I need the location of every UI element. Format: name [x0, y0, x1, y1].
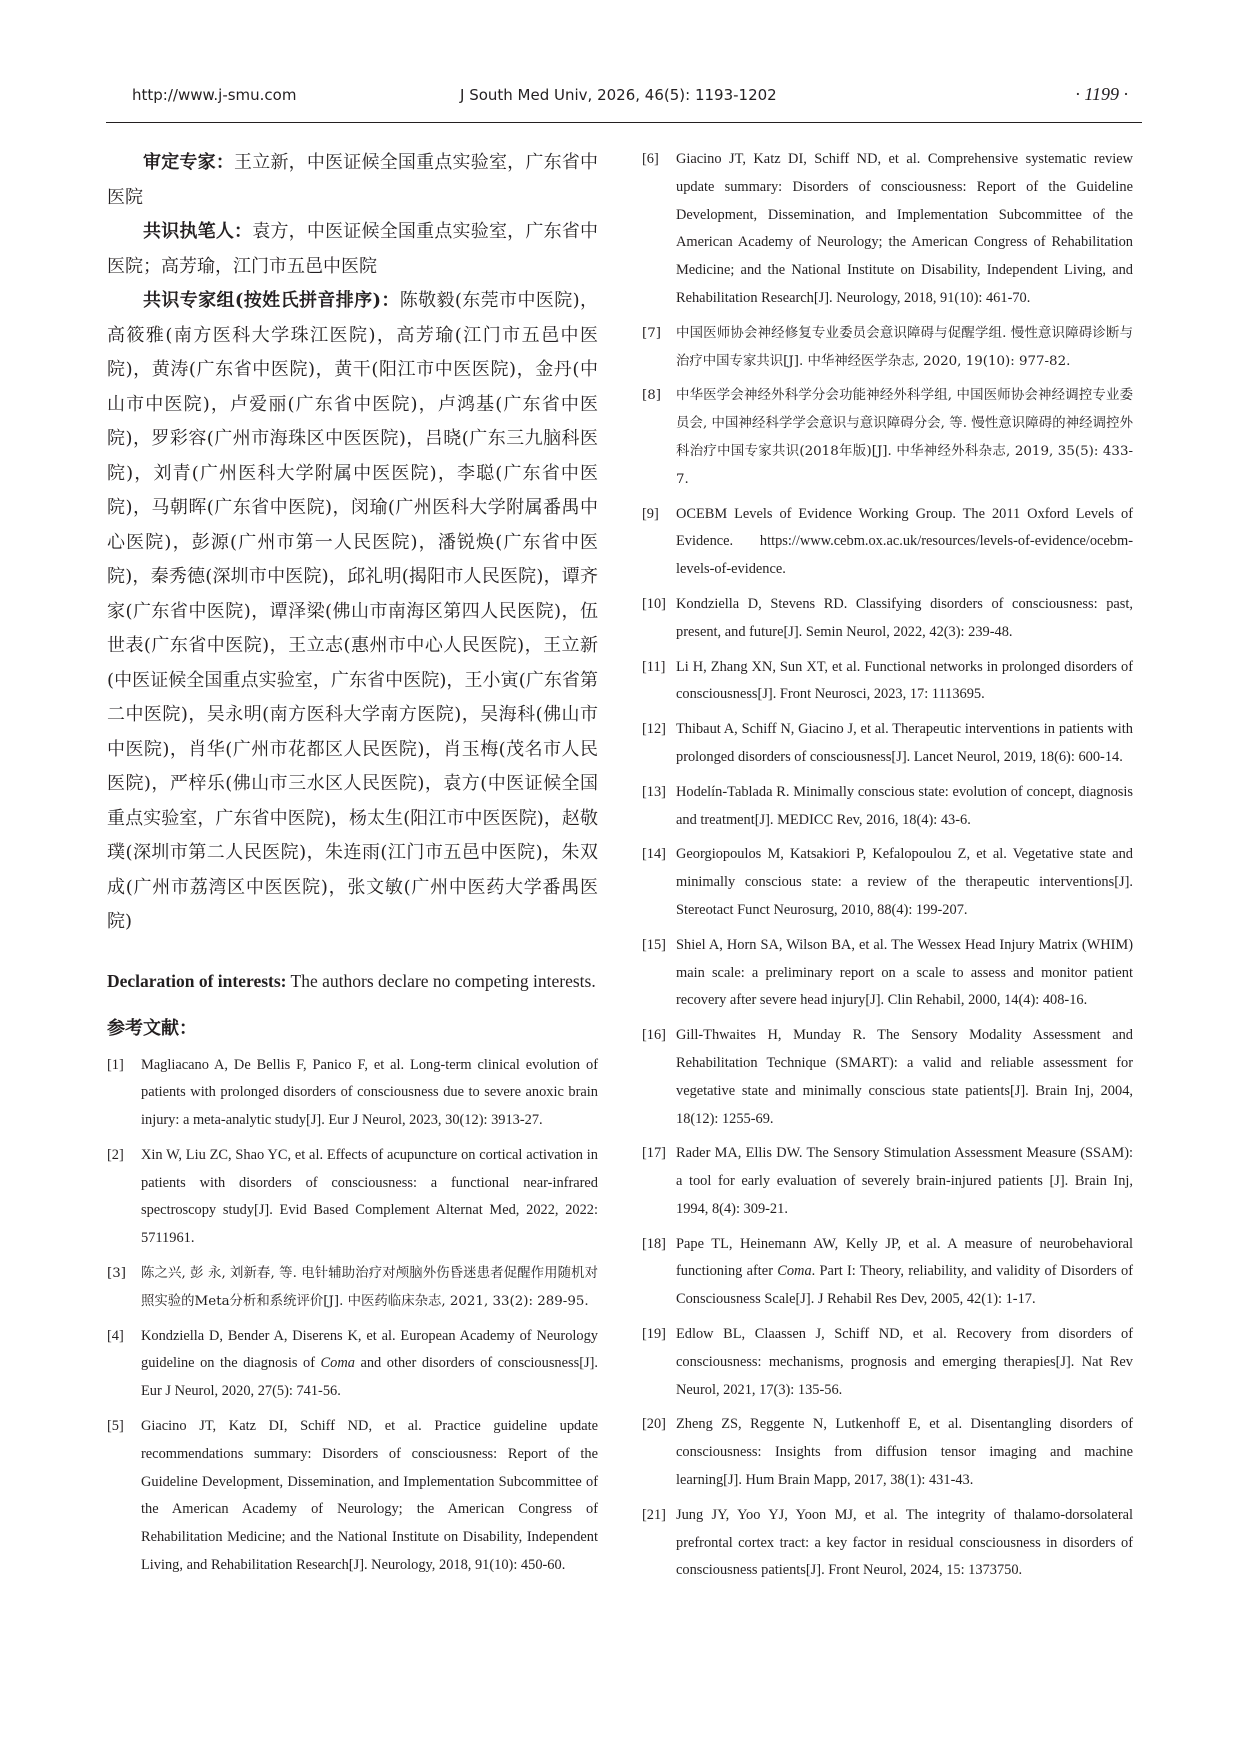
reference-item: [642, 841, 1133, 924]
reference-item: [107, 1260, 598, 1316]
reference-number: [14]: [642, 846, 666, 863]
reference-text: Rader MA, Ellis DW. The Sensory Stimulation Assessment Measure (SSAM): a tool for early evaluation of severely brain-injured patients [J]. Brain Inj, 1994, 8(4): 309-21.: [676, 1145, 1133, 1217]
declaration-label: Declaration of interests:: [107, 970, 287, 991]
reference-item: [642, 320, 1133, 376]
reference-text: . Part I: Theory, reliability, and validity of Disorders of Consciousness Scale[J]. J Rehabil Res Dev, 2005, 42(1): 1-17.: [676, 1263, 1133, 1308]
reference-text: 中国医师协会神经修复专业委员会意识障碍与促醒学组. 慢性意识障碍诊断与治疗中国专家共识[J]. 中华神经医学杂志, 2020, 19(10): 977-82.: [676, 325, 1133, 369]
reference-number: [2]: [107, 1146, 124, 1163]
reference-text: Thibaut A, Schiff N, Giacino J, et al. Therapeutic interventions in patients with prolonged disorders of consciousness[J]. Lancet Neurol, 2019, 18(6): 600-14.: [676, 721, 1133, 765]
reference-number: [12]: [642, 721, 666, 738]
reference-text: Kondziella D, Bender A, Diserens K, et al. European Academy of Neurology guideline on the diagnosis of: [141, 1327, 598, 1372]
reference-item: [642, 1321, 1133, 1404]
reference-item: [107, 1052, 598, 1135]
reference-number: [19]: [642, 1326, 666, 1343]
reference-text: and other disorders of consciousness[J]. Eur J Neurol, 2020, 27(5): 741-56.: [141, 1355, 598, 1400]
reference-number: [10]: [642, 595, 666, 612]
right-column: [642, 146, 1133, 1592]
page-number: · 1199 ·: [1075, 84, 1128, 104]
reference-item: [642, 1022, 1133, 1133]
reference-item: [642, 654, 1133, 710]
reference-text: Georgiopoulos M, Katsakiori P, Kefalopoulou Z, et al. Vegetative state and minimally conscious state: a review of the therapeutic interventions[J]. Stereotact Funct Neurosurg, 2010, 88(4): 199-207.: [676, 846, 1133, 918]
reference-italic-term: Coma: [320, 1355, 355, 1372]
reference-item: [642, 382, 1133, 493]
reference-text: Zheng ZS, Reggente N, Lutkenhoff E, et al. Disentangling disorders of consciousness: Insights from diffusion tensor imaging and machine learning[J]. Hum Brain Mapp, 2017, 38(1): 431-43.: [676, 1416, 1133, 1489]
reference-item: [642, 1231, 1133, 1314]
reference-item: [642, 779, 1133, 835]
page-header: [106, 82, 1142, 122]
reference-item: [642, 591, 1133, 647]
reference-text: Giacino JT, Katz DI, Schiff ND, et al. Comprehensive systematic review update summary: Disorders of consciousness: Report of the Guideline Development, Dissemination, and Implementation Subcommittee of the American Academy of Neurology; the American Congress of Rehabilitation Medicine; and the National Institute on Disability, Independent Living, and Rehabilitation Research[J]. Neurology, 2018, 91(10): 461-70.: [676, 151, 1133, 306]
reference-text: Jung JY, Yoo YJ, Yoon MJ, et al. The integrity of thalamo-dorsolateral prefrontal cortex tract: a key factor in residual consciousness in disorders of consciousness patients[J]. Front Neurol, 2024, 15: 1373750.: [676, 1506, 1133, 1579]
reference-text: Giacino JT, Katz DI, Schiff ND, et al. Practice guideline update recommendations summary: Disorders of consciousness: Report of the Guideline Development, Dissemination, and Implementation Subcommittee of the American Academy of Neurology; the American Congress of Rehabilitation Medicine; and the National Institute on Disability, Independent Living, and Rehabilitation Research[J]. Neurology, 2018, 91(10): 450-60.: [141, 1418, 598, 1574]
reference-text: Hodelín-Tablada R. Minimally conscious state: evolution of concept, diagnosis and treatment[J]. MEDICC Rev, 2016, 18(4): 43-6.: [676, 783, 1133, 828]
reference-text: 陈之兴, 彭 永, 刘新春, 等. 电针辅助治疗对颅脑外伤昏迷患者促醒作用随机对照实验的Meta分析和系统评价[J]. 中医药临床杂志, 2021, 33(2): 289-95.: [141, 1266, 598, 1309]
reference-number: [5]: [107, 1418, 124, 1435]
reference-text: 中华医学会神经外科学分会功能神经外科学组, 中国医师协会神经调控专业委员会, 中国神经科学学会意识与意识障碍分会, 等. 慢性意识障碍的神经调控外科治疗中国专家共识(2018年版)[J]. 中华神经外科杂志, 2019, 35(5): 433-7.: [676, 388, 1133, 487]
reviewer-label: 审定专家：: [143, 152, 235, 173]
reference-item: [642, 1140, 1133, 1223]
reference-text: Pape TL, Heinemann AW, Kelly JP, et al. A measure of neurobehavioral functioning after: [676, 1235, 1133, 1280]
reference-item: [642, 146, 1133, 313]
reference-item: [642, 501, 1133, 584]
reference-text: Kondziella D, Stevens RD. Classifying disorders of consciousness: past, present, and future[J]. Semin Neurol, 2022, 42(3): 239-48.: [676, 595, 1133, 640]
reference-number: [16]: [642, 1027, 666, 1044]
expert-group-label: 共识专家组(按姓氏拼音排序)：: [143, 290, 400, 311]
reference-number: [15]: [642, 936, 666, 953]
reference-number: [8]: [642, 388, 661, 404]
journal-citation: J South Med Univ, 2026, 46(5): 1193-1202: [460, 86, 777, 104]
reference-number: [3]: [107, 1266, 126, 1282]
reference-text: Shiel A, Horn SA, Wilson BA, et al. The Wessex Head Injury Matrix (WHIM) main scale: a preliminary report on a scale to assess and monitor patient recovery after severe head injury[J]. Clin Rehabil, 2000, 14(4): 408-16.: [676, 936, 1133, 1009]
expert-group-paragraph: [107, 284, 598, 940]
reference-text: Gill-Thwaites H, Munday R. The Sensory Modality Assessment and Rehabilitation Technique (SMART): a valid and reliable assessment for vegetative state and minimally conscious state patients[J]. Brain Inj, 2004, 18(12): 1255-69.: [676, 1027, 1133, 1127]
reference-italic-term: Coma: [777, 1263, 812, 1280]
reference-text: OCEBM Levels of Evidence Working Group. The 2011 Oxford Levels of Evidence. https://www.cebm.ox.ac.uk/resources/levels-of-evidence/ocebm-levels-of-evidence.: [676, 505, 1133, 578]
reference-item: [642, 716, 1133, 772]
reference-number: [7]: [642, 325, 661, 341]
reference-number: [9]: [642, 505, 659, 522]
writer-text: 袁方，中医证候全国重点实验室，广东省中医院；高芳瑜，江门市五邑中医院: [107, 221, 598, 277]
reference-number: [20]: [642, 1416, 666, 1433]
reference-text: Li H, Zhang XN, Sun XT, et al. Functional networks in prolonged disorders of consciousness[J]. Front Neurosci, 2023, 17: 1113695.: [676, 658, 1133, 703]
reference-number: [18]: [642, 1235, 666, 1252]
reference-item: [107, 1323, 598, 1406]
header-rule: [106, 122, 1142, 123]
reference-text: Magliacano A, De Bellis F, Panico F, et al. Long-term clinical evolution of patients with prolonged disorders of consciousness due to severe anoxic brain injury: a meta-analytic study[J]. Eur J Neurol, 2023, 30(12): 3913-27.: [141, 1056, 598, 1129]
reference-number: [21]: [642, 1506, 666, 1523]
reference-number: [1]: [107, 1056, 124, 1073]
expert-group-text: 陈敬毅(东莞市中医院)，高筱雅(南方医科大学珠江医院)，高芳瑜(江门市五邑中医院)，黄涛(广东省中医院)，黄干(阳江市中医医院)，金丹(中山市中医院)，卢爱丽(广东省中医院)，卢鸿基(广东省中医院)，罗彩容(广州市海珠区中医医院)，吕晓(广东三九脑科医院)，刘青(广州医科大学附属中医医院)，李聪(广东省中医院)，马朝晖(广东省中医院)，闵瑜(广州医科大学附属番禺中心医院)，彭源(广州市第一人民医院)，潘锐焕(广东省中医院)，秦秀德(深圳市中医院)，邱礼明(揭阳市人民医院)，谭齐家(广东省中医院)，谭泽梁(佛山市南海区第四人民医院)，伍世表(广东省中医院)，王立志(惠州市中心人民医院)，王立新(中医证候全国重点实验室，广东省中医院)，王小寅(广东省第二中医院)，吴永明(南方医科大学南方医院)，吴海科(佛山市中医院)，肖华(广州市花都区人民医院)，肖玉梅(茂名市人民医院)，严梓乐(佛山市三水区人民医院)，袁方(中医证候全国重点实验室，广东省中医院)，杨太生(阳江市中医医院)，赵敬璞(深圳市第二人民医院)，朱连雨(江门市五邑中医院)，朱双成(广州市荔湾区中医医院)，张文敏(广州中医药大学番禺医院): [107, 290, 598, 932]
reference-list-right: [642, 146, 1133, 1585]
reference-item: [642, 1411, 1133, 1494]
reference-number: [17]: [642, 1145, 666, 1162]
declaration-text: The authors declare no competing interests.: [286, 970, 596, 991]
left-column: [107, 146, 598, 1587]
reference-text: Xin W, Liu ZC, Shao YC, et al. Effects of acupuncture on cortical activation in patients with disorders of consciousness: a functional near-infrared spectroscopy study[J]. Evid Based Complement Alternat Med, 2022, 2022: 5711961.: [141, 1146, 598, 1247]
reference-list-left: [107, 1052, 598, 1580]
reference-text: Edlow BL, Claassen J, Schiff ND, et al. Recovery from disorders of consciousness: mechanisms, prognosis and emerging therapies[J]. Nat Rev Neurol, 2021, 17(3): 135-56.: [676, 1326, 1133, 1398]
writer-label: 共识执笔人：: [143, 221, 253, 242]
journal-url[interactable]: http://www.j-smu.com: [132, 86, 297, 104]
declaration-of-interests: [107, 970, 598, 992]
reference-number: [13]: [642, 783, 666, 800]
reference-item: [642, 932, 1133, 1015]
reference-number: [4]: [107, 1327, 124, 1344]
reference-item: [107, 1413, 598, 1580]
reference-item: [642, 1502, 1133, 1585]
reference-number: [11]: [642, 658, 666, 675]
reference-item: [107, 1142, 598, 1253]
writer-paragraph: [107, 215, 598, 284]
reviewer-text: 王立新，中医证候全国重点实验室，广东省中医院: [107, 152, 599, 208]
references-heading: 参考文献：: [107, 1017, 197, 1039]
reference-number: [6]: [642, 151, 659, 167]
reviewer-paragraph: [107, 146, 598, 215]
